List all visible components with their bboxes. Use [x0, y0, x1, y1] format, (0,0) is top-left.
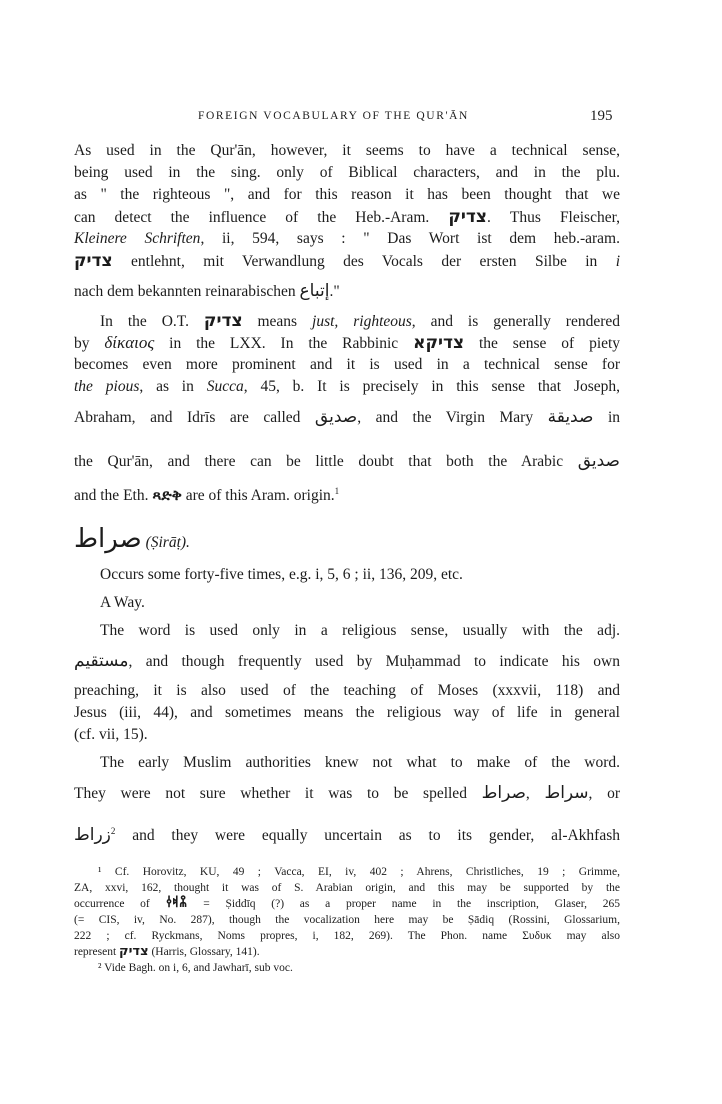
arabic-term: زراط [74, 825, 111, 846]
footnote-line [74, 944, 620, 960]
sabaean-term: 𐩮𐩵𐩤 [165, 896, 188, 911]
arabic-term: صراط [481, 783, 526, 803]
text-line [74, 272, 620, 310]
hebrew-term: צדיקא [413, 333, 465, 353]
ethiopic-term: ጻድቅ [152, 486, 182, 505]
text-run: in the LXX. In the Rabbinic [169, 335, 399, 352]
hebrew-term: צדיק [448, 207, 487, 227]
text-run: They were not sure whether it was to be spelled [74, 785, 467, 802]
text-run: , [525, 785, 530, 802]
text-run: i [615, 253, 621, 270]
text-run: and the Eth. [74, 487, 149, 505]
text-run: , 45, b. It is precisely in this sense that Joseph, [243, 378, 621, 395]
text-line: Occurs some forty-five times, e.g. i, 5, 6 ; ii, 136, 209, etc. [100, 566, 463, 583]
text-run: means [257, 313, 298, 330]
text-line: Jesus (iii, 44), and sometimes means the religious way of life in general [74, 704, 620, 721]
text-run: entlehnt, mit Verwandlung des Vocals der ersten Silbe in [131, 253, 598, 270]
text-line [74, 206, 620, 228]
text-run: , ii, 594, says : " Das Wort ist dem heb.-aram. [200, 230, 620, 247]
text-run: (Harris, Glossary, 141). [151, 946, 260, 958]
text-run: in [607, 409, 621, 426]
arabic-term: صديق [314, 407, 358, 427]
text-line [74, 812, 620, 850]
text-run: , and is generally rendered [411, 313, 621, 330]
page-number: 195 [590, 108, 613, 124]
text-run: the Qur'ān, and there can be little doubt that both the Arabic [74, 453, 564, 470]
text-run: In the O.T. [100, 313, 189, 330]
footnote-separator [74, 850, 620, 864]
text-line [74, 332, 620, 354]
text-line: A Way. [100, 594, 145, 611]
footnote-ref: 1 [334, 486, 340, 496]
text-run: occurrence of [74, 898, 150, 910]
footnote-ref: 2 [110, 826, 116, 836]
footnote-line: ² Vide Bagh. on i, 6, and Jawharī, sub voc. [98, 962, 293, 974]
hebrew-term: צדיק [74, 251, 113, 271]
text-line: preaching, it is also used of the teaching of Moses (xxxvii, 118) and [74, 682, 620, 699]
arabic-term: مستقيم [74, 651, 129, 671]
footnote-line: 222 ; cf. Ryckmans, Noms propres, i, 182, 269). The Phon. name Συδυκ may also [74, 930, 620, 942]
text-run: and they were equally uncertain as to its gender, al-Akhfash [132, 827, 620, 845]
text-line [74, 310, 620, 332]
arabic-term: صديق [577, 451, 620, 471]
greek-term: δίκαιος [104, 333, 155, 352]
book-title: Kleinere Schriften [74, 230, 201, 247]
text-run: Succa [206, 378, 244, 395]
footnote-line: (= CIS, iv, No. 287), though the vocalization here may be Ṣādiq (Rossini, Glossarium, [74, 914, 620, 926]
text-line: As used in the Qur'ān, however, it seems to have a technical sense, [74, 142, 620, 159]
text-run: , and though frequently used by Muḥammad to indicate his own [128, 653, 620, 670]
text-line [74, 250, 620, 272]
text-line [74, 228, 620, 250]
text-run: nach dem bekannten reinarabischen [74, 283, 296, 300]
text-run: the sense of piety [478, 335, 621, 352]
text-line: The early Muslim authorities knew not what to make of the word. [100, 754, 620, 771]
text-run: , as in [139, 378, 194, 395]
text-run: can detect the influence of the Heb.-Aram. [74, 209, 430, 226]
text-line [74, 376, 620, 398]
text-run: are of this Aram. origin. [185, 487, 335, 505]
text-run: ." [329, 283, 340, 300]
text-run: the pious [74, 378, 140, 395]
page-header [0, 108, 722, 128]
footnote-line: ¹ Cf. Horovitz, KU, 49 ; Vacca, EI, iv, 402 ; Ahrens, Christliches, 19 ; Grimme, [98, 866, 620, 878]
entry-heading [74, 520, 620, 558]
arabic-term: إتباع [299, 281, 330, 301]
text-line: becomes even more prominent and it is used in a technical sense for [74, 356, 620, 373]
text-line: being used in the sing. only of Biblical characters, and in the plu. [74, 164, 620, 181]
footnote-line [74, 896, 620, 912]
headword-transliteration: (Ṣirāṭ). [145, 534, 190, 551]
text-line: The word is used only in a religious sense, usually with the adj. [100, 622, 620, 639]
hebrew-term: צדיק [119, 944, 149, 959]
text-line [74, 480, 620, 505]
arabic-headword: صراط [74, 524, 142, 554]
footnotes [74, 864, 620, 976]
text-line: as " the righteous ", and for this reason it has been thought that we [74, 186, 620, 203]
main-text [74, 140, 620, 976]
hebrew-term: צדיק [203, 311, 243, 331]
text-run: Abraham, and Idrīs are called [74, 409, 301, 426]
running-title: FOREIGN VOCABULARY OF THE QUR'ĀN [198, 110, 469, 122]
text-run: , and the Virgin Mary [357, 409, 534, 426]
text-run: just, righteous [312, 313, 412, 330]
text-run: = Ṣiddīq (?) as a proper name in the inscription, Glaser, 265 [203, 898, 621, 910]
text-line [74, 774, 620, 812]
arabic-term: صديقة [547, 407, 594, 427]
text-run: , or [588, 785, 621, 802]
footnote-line: ZA, xxvi, 162, thought it was of S. Arabian origin, and this may be supported by the [74, 882, 620, 894]
text-line: (cf. vii, 15). [74, 726, 148, 743]
text-line [74, 442, 620, 480]
text-run: . Thus Fleischer, [486, 209, 621, 226]
arabic-term: سراط [544, 783, 589, 803]
text-line [74, 642, 620, 680]
text-run: by [74, 335, 90, 352]
text-line [74, 398, 620, 436]
text-run: represent [74, 946, 117, 958]
